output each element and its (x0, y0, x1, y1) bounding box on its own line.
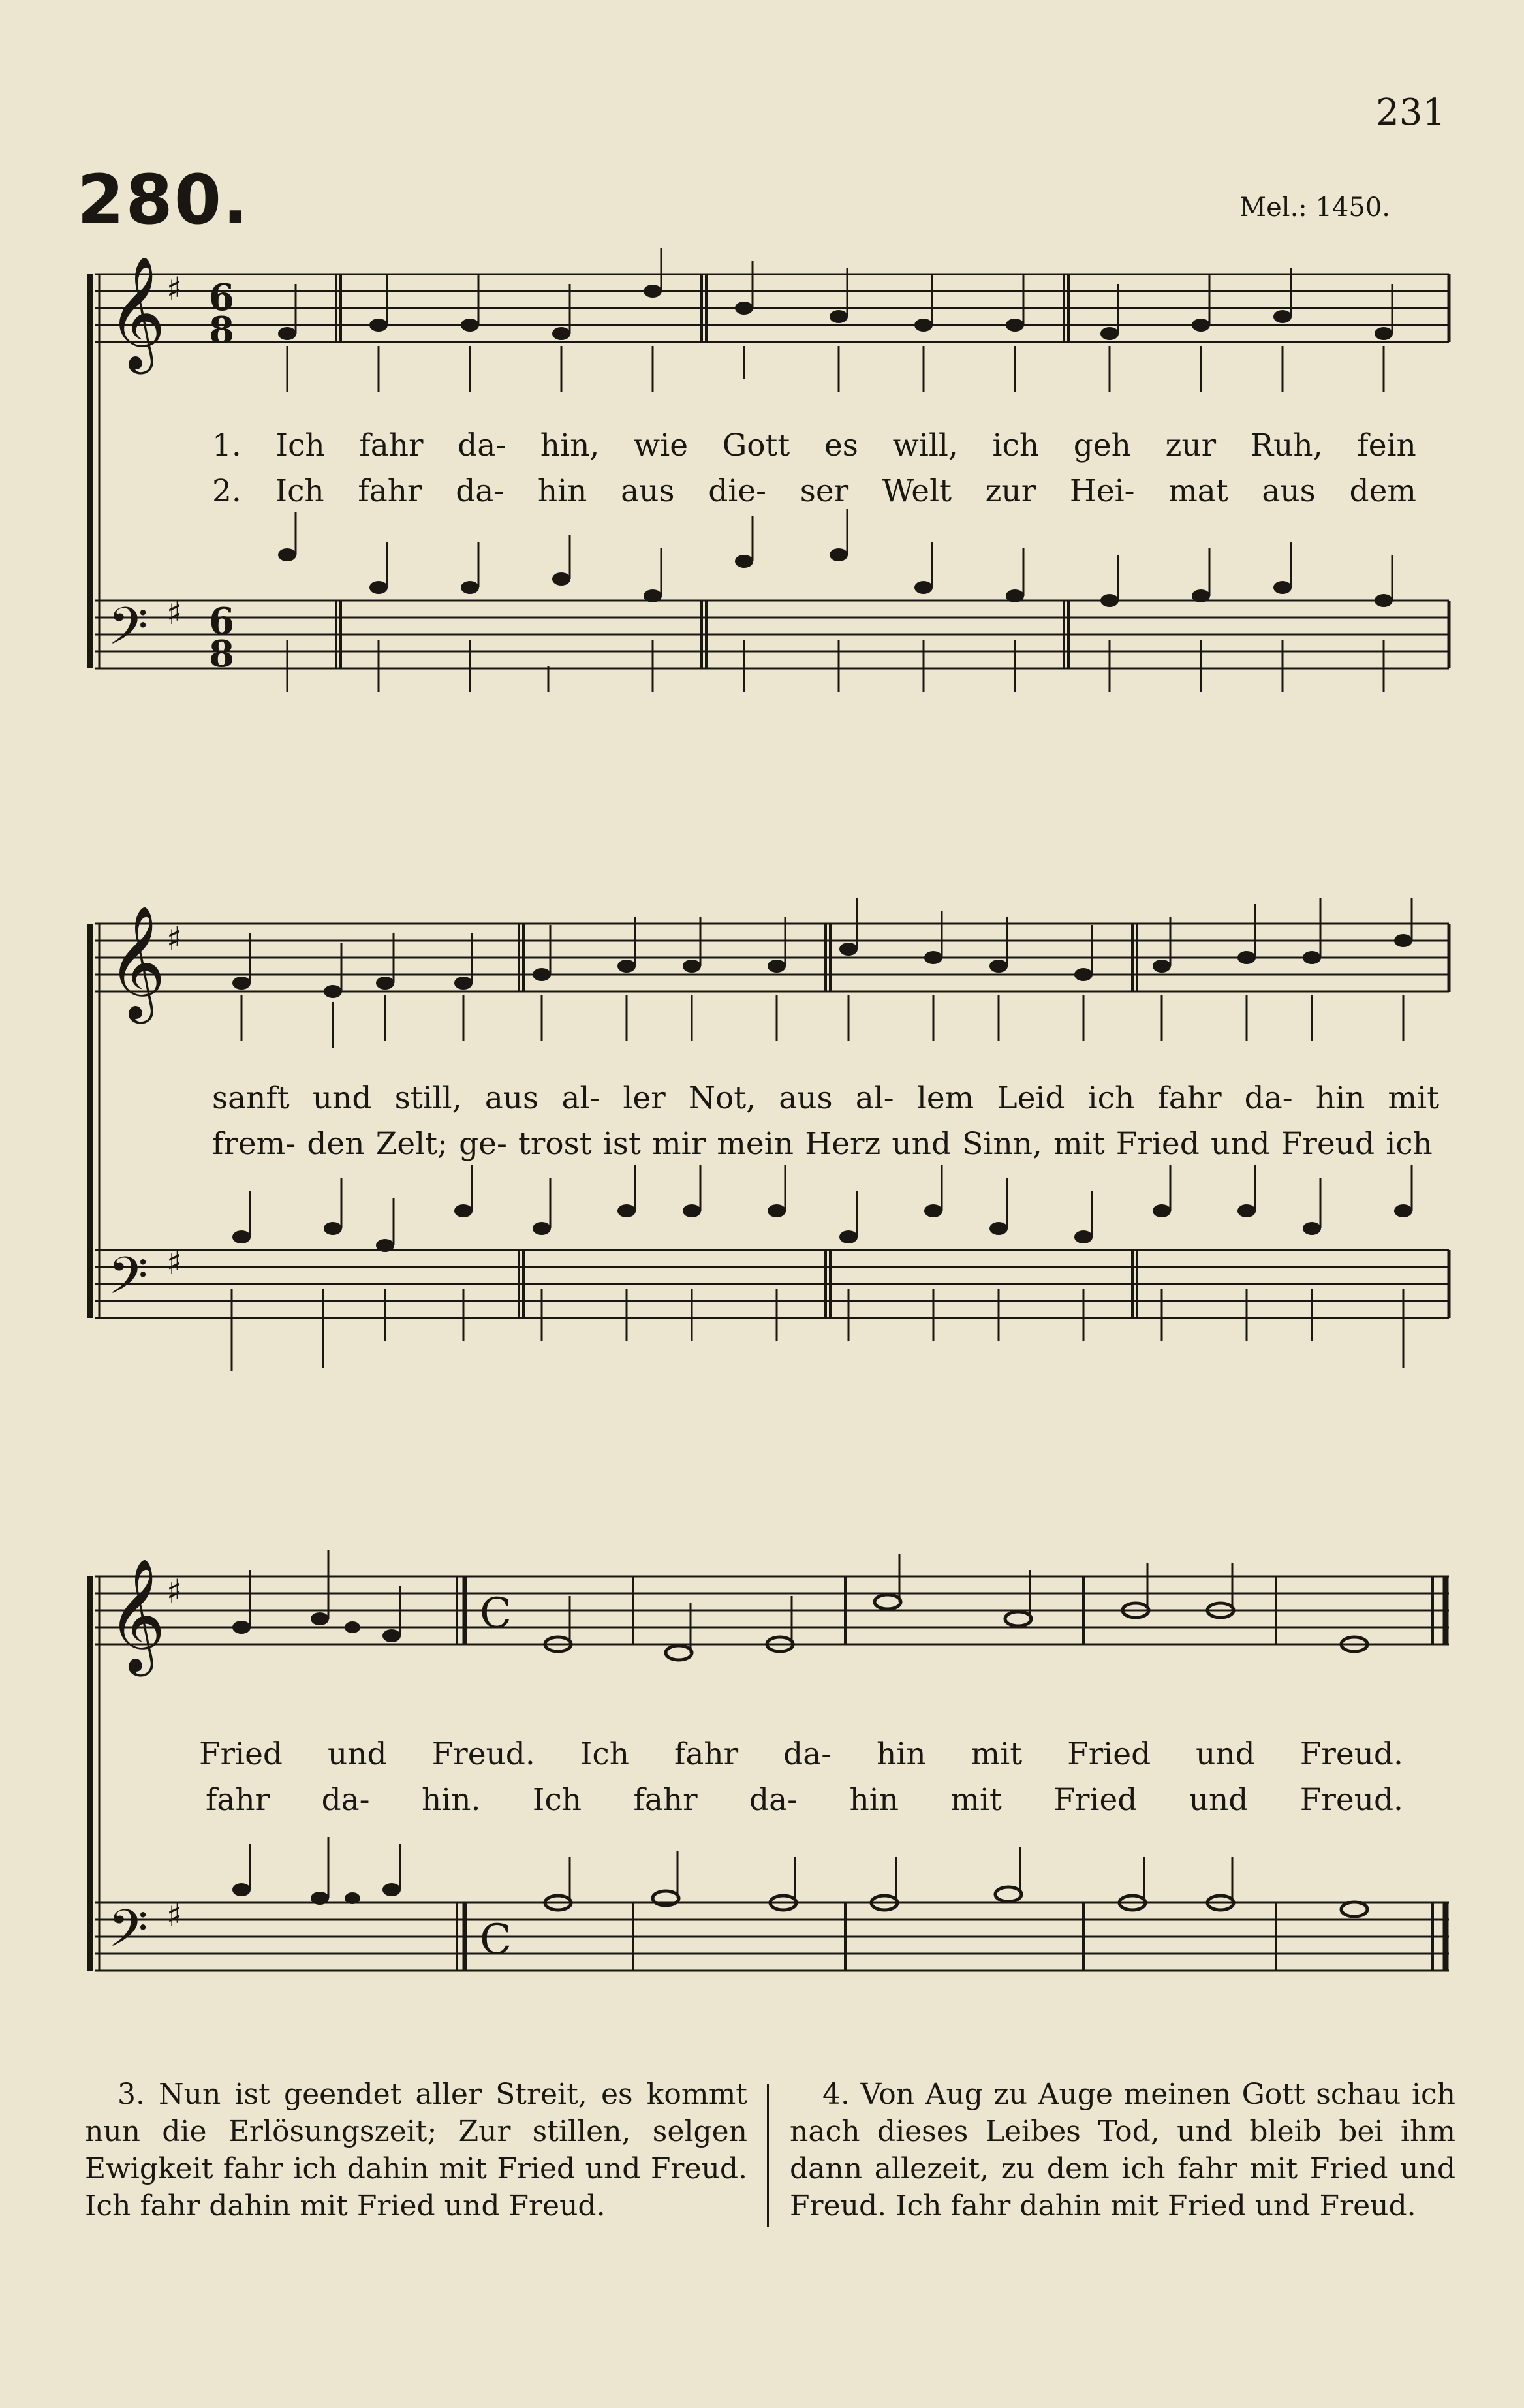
lyric-syllable: ich (1087, 1080, 1135, 1116)
lyric-syllable: fahr (206, 1782, 270, 1818)
lyric-syllable: da- (783, 1736, 832, 1772)
lyric-syllable: und (312, 1080, 372, 1116)
lyric-syllable: fahr (674, 1736, 739, 1772)
lyric-syllable: mat (1168, 473, 1228, 509)
lyric-syllable: und (1210, 1126, 1270, 1162)
svg-text:8: 8 (209, 309, 234, 352)
svg-text:C: C (480, 1916, 512, 1964)
lyric-syllable: Fried (1115, 1126, 1200, 1162)
lyric-syllable: mit (971, 1736, 1023, 1772)
lyric-syllable: Gott (722, 428, 790, 463)
lyric-syllable: ser (800, 473, 849, 509)
lyric-syllable: und (1189, 1782, 1249, 1818)
lyric-syllable: Freud (1281, 1126, 1375, 1162)
lyric-syllable: da- (456, 473, 505, 509)
svg-text:♯: ♯ (166, 1243, 183, 1281)
lyric-syllable: hin (537, 473, 587, 509)
lyric-syllable: Fried (1053, 1782, 1138, 1818)
lyric-line-verse-2 (212, 1126, 1433, 1162)
svg-text:𝄢: 𝄢 (108, 596, 148, 669)
lyric-syllable: Not, (688, 1080, 756, 1116)
lyric-syllable: ist (602, 1126, 641, 1162)
additional-verses (85, 2076, 1455, 2232)
lyric-syllable: al- (855, 1080, 894, 1116)
lyric-syllable: zur (1165, 428, 1217, 463)
lyric-line-verse-1 (212, 1080, 1439, 1116)
lyric-syllable: Freud. (1299, 1782, 1403, 1818)
lyric-syllable: Ich (532, 1782, 582, 1818)
lyric-syllable: mein (717, 1126, 794, 1162)
lyric-syllable: Ruh, (1250, 428, 1323, 463)
lyric-syllable: da- (1244, 1080, 1293, 1116)
svg-text:8: 8 (209, 633, 234, 676)
lyric-syllable: fein (1357, 428, 1416, 463)
lyric-syllable: hin (1315, 1080, 1365, 1116)
hymn-number: 280. (77, 160, 250, 240)
lyric-syllable: Welt (882, 473, 952, 509)
svg-text:♯: ♯ (166, 270, 183, 308)
svg-text:♯: ♯ (166, 1896, 183, 1934)
lyric-syllable: geh (1073, 428, 1131, 463)
lyric-syllable: da- (458, 428, 506, 463)
lyric-syllable: da- (749, 1782, 798, 1818)
svg-text:C: C (480, 1589, 512, 1638)
lyric-syllable: Zelt; (375, 1126, 448, 1162)
lyric-syllable: den (307, 1126, 365, 1162)
melody-reference: Mel.: 1450. (1239, 193, 1390, 223)
lyric-line-verse-2 (206, 1782, 1403, 1818)
svg-text:𝄞: 𝄞 (108, 1558, 166, 1672)
lyric-syllable: hin (849, 1782, 899, 1818)
lyric-syllable: aus (779, 1080, 833, 1116)
verse-3-text: 3. Nun ist geendet aller Streit, es kommt nun die Erlösungszeit; Zur stillen, selgen Ewigkeit fahr ich dahin mit Fried und Freud. Ich fahr dahin mit Fried und Freud. (85, 2078, 747, 2223)
lyric-syllable: trost (518, 1126, 592, 1162)
lyric-syllable: zur (985, 473, 1036, 509)
lyric-syllable: al- (561, 1080, 600, 1116)
lyric-syllable: fahr (359, 428, 424, 463)
lyric-syllable: Fried (199, 1736, 283, 1772)
lyric-syllable: mit (1053, 1126, 1105, 1162)
lyric-syllable: Fried (1067, 1736, 1151, 1772)
lyric-syllable: frem- (212, 1126, 296, 1162)
lyric-syllable: und (1196, 1736, 1255, 1772)
lyric-syllable: aus (621, 473, 675, 509)
lyric-syllable: ge- (459, 1126, 507, 1162)
lyric-line-verse-1 (199, 1736, 1403, 1772)
lyric-syllable: 2. (212, 473, 241, 509)
lyric-syllable: mit (1388, 1080, 1439, 1116)
lyric-syllable: still, (394, 1080, 462, 1116)
lyric-syllable: wie (633, 428, 689, 463)
lyric-syllable: aus (1262, 473, 1316, 509)
svg-text:𝄢: 𝄢 (108, 1245, 148, 1319)
music-system-3 (0, 1550, 1524, 2020)
lyric-syllable: sanft (212, 1080, 290, 1116)
svg-text:𝄞: 𝄞 (108, 905, 166, 1019)
lyric-syllable: mir (652, 1126, 706, 1162)
lyric-syllable: Freud. (1299, 1736, 1403, 1772)
lyric-syllable: da- (321, 1782, 370, 1818)
lyric-syllable: hin. (421, 1782, 481, 1818)
lyric-syllable: Ich (275, 428, 325, 463)
svg-text:𝄢: 𝄢 (108, 1898, 148, 1971)
lyric-syllable: lem (916, 1080, 974, 1116)
lyric-line-verse-2 (212, 473, 1416, 509)
lyric-syllable: dem (1349, 473, 1416, 509)
lyric-syllable: Herz (805, 1126, 881, 1162)
lyric-syllable: Leid (997, 1080, 1065, 1116)
verse-4-text: 4. Von Aug zu Auge meinen Gott schau ich nach dieses Leibes Tod, und bleib bei ihm dann allezeit, zu dem ich fahr mit Fried und Freud. Ich fahr dahin mit Fried und Freud. (790, 2078, 1455, 2223)
svg-text:♯: ♯ (166, 920, 183, 958)
lyric-syllable: fahr (1157, 1080, 1222, 1116)
svg-text:6: 6 (209, 600, 234, 643)
lyric-syllable: hin, (540, 428, 600, 463)
lyric-syllable: will, (892, 428, 958, 463)
lyric-syllable: fahr (633, 1782, 698, 1818)
svg-text:♯: ♯ (166, 1572, 183, 1610)
music-system-2 (0, 898, 1524, 1374)
lyric-syllable: fahr (358, 473, 422, 509)
lyric-syllable: es (824, 428, 858, 463)
lyric-syllable: Ich (275, 473, 324, 509)
svg-text:𝄞: 𝄞 (108, 256, 166, 369)
lyric-syllable: aus (484, 1080, 539, 1116)
lyric-syllable: und (328, 1736, 387, 1772)
lyric-line-verse-1 (212, 428, 1416, 463)
lyric-syllable: Freud. (431, 1736, 535, 1772)
lyric-syllable: ich (992, 428, 1040, 463)
lyric-syllable: 1. (212, 428, 241, 463)
lyric-syllable: die- (708, 473, 767, 509)
lyric-syllable: hin (877, 1736, 926, 1772)
lyric-syllable: ich (1386, 1126, 1433, 1162)
svg-text:6: 6 (209, 276, 234, 319)
music-system-1 (0, 248, 1524, 692)
svg-text:♯: ♯ (166, 594, 183, 632)
score-staves (0, 248, 1524, 692)
verse-divider (767, 2084, 769, 2227)
lyric-syllable: mit (950, 1782, 1002, 1818)
lyric-syllable: und (892, 1126, 952, 1162)
lyric-syllable: ler (623, 1080, 666, 1116)
page-number: 231 (1376, 91, 1446, 134)
lyric-syllable: Hei- (1069, 473, 1135, 509)
lyric-syllable: Ich (580, 1736, 629, 1772)
lyric-syllable: Sinn, (962, 1126, 1042, 1162)
